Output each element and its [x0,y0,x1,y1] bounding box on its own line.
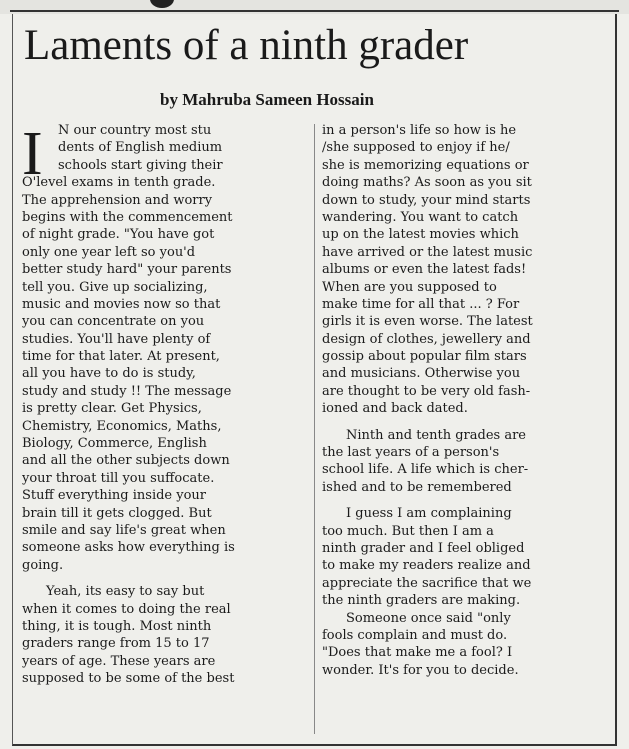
text-line: in a person's life so how is he [322,123,517,138]
text-line: smile and say life's great when [22,522,226,538]
text-line: have arrived or the latest music [322,244,533,260]
column-divider [314,124,315,734]
text-line: thing, it is tough. Most ninth [22,618,212,634]
text-line: study and study !! The message [22,383,232,399]
text-line: when it comes to doing the real [22,601,231,617]
text-line: ioned and back dated. [322,401,468,417]
text-line: appreciate the sacrifice that we [322,575,532,591]
byline: by Mahruba Sameen Hossain [160,90,374,109]
text-line: Stuff everything inside your [22,488,207,504]
text-line: and musicians. Otherwise you [322,366,521,382]
text-line: down to study, your mind starts [322,192,531,208]
text-line: albums or even the latest fads! [322,262,527,278]
text-line: Someone once said "only [346,610,511,626]
text-line: too much. But then I am a [322,523,494,539]
text-line: school life. A life which is cher- [322,462,529,478]
text-line: When are you supposed to [322,279,497,295]
text-line: design of clothes, jewellery and [322,331,531,347]
text-line: Chemistry, Economics, Maths, [22,418,222,434]
text-line: all you have to do is study, [22,366,196,382]
text-line: someone asks how everything is [22,540,235,556]
text-line: years of age. These years are [22,653,216,669]
text-line: the ninth graders are making. [322,593,521,609]
text-line: "Does that make me a fool? I [322,645,513,661]
text-line: time for that later. At present, [22,349,220,365]
text-line: wonder. It's for you to decide. [322,662,519,678]
text-line: girls it is even worse. The latest [322,314,533,330]
text-line: studies. You'll have plenty of [22,331,211,347]
text-line: the last years of a person's [322,445,500,461]
paragraph-gap [322,418,602,427]
text-line: wandering. You want to catch [322,209,519,225]
text-line: only one year left so you'd [22,244,196,260]
text-line: I guess I am complaining [346,506,512,522]
text-line: up on the latest movies which [322,227,519,243]
text-line: music and movies now so that [22,296,221,312]
text-line: going. [22,557,64,573]
text-line: are thought to be very old fash- [322,383,531,399]
text-line: Biology, Commerce, English [22,436,207,452]
paragraph-gap [22,574,308,583]
text-line: ished and to be remembered [322,479,512,495]
text-line: doing maths? As soon as you sit [322,175,532,191]
text-line: supposed to be some of the best [22,671,235,687]
ink-blot [150,0,174,8]
text-line: O'level exams in tenth grade. [22,175,216,191]
text-line: and all the other subjects down [22,453,230,469]
text-line: your throat till you suffocate. [22,470,215,486]
text-line: ninth grader and I feel obliged [322,540,525,556]
text-line: /she supposed to enjoy if he/ [322,140,510,156]
left-column [22,122,308,688]
text-line: to make my readers realize and [322,558,531,574]
text-line: brain till it gets clogged. But [22,505,212,521]
paragraph-gap [322,496,602,505]
text-line: dents of English medium [58,140,223,156]
text-line: gossip about popular film stars [322,349,527,365]
text-line: The apprehension and worry [22,192,213,208]
drop-cap: I [22,120,43,188]
text-line: she is memorizing equations or [322,157,529,173]
text-line: better study hard" your parents [22,262,232,278]
text-line: Ninth and tenth grades are [346,427,526,443]
text-line: fools complain and must do. [322,627,508,643]
text-line: Yeah, its easy to say but [46,584,205,600]
text-line: schools start giving their [58,157,223,173]
text-line: tell you. Give up socializing, [22,279,208,295]
headline: Laments of a ninth grader [24,22,469,69]
text-line: is pretty clear. Get Physics, [22,401,202,417]
text-line: begins with the commencement [22,209,233,225]
text-line: of night grade. "You have got [22,227,215,243]
text-line: you can concentrate on you [22,314,205,330]
text-line: graders range from 15 to 17 [22,636,210,652]
text-line: N our country most stu [58,123,212,138]
right-column [322,122,602,679]
top-rule [10,10,619,12]
text-line: make time for all that ... ? For [322,296,520,312]
